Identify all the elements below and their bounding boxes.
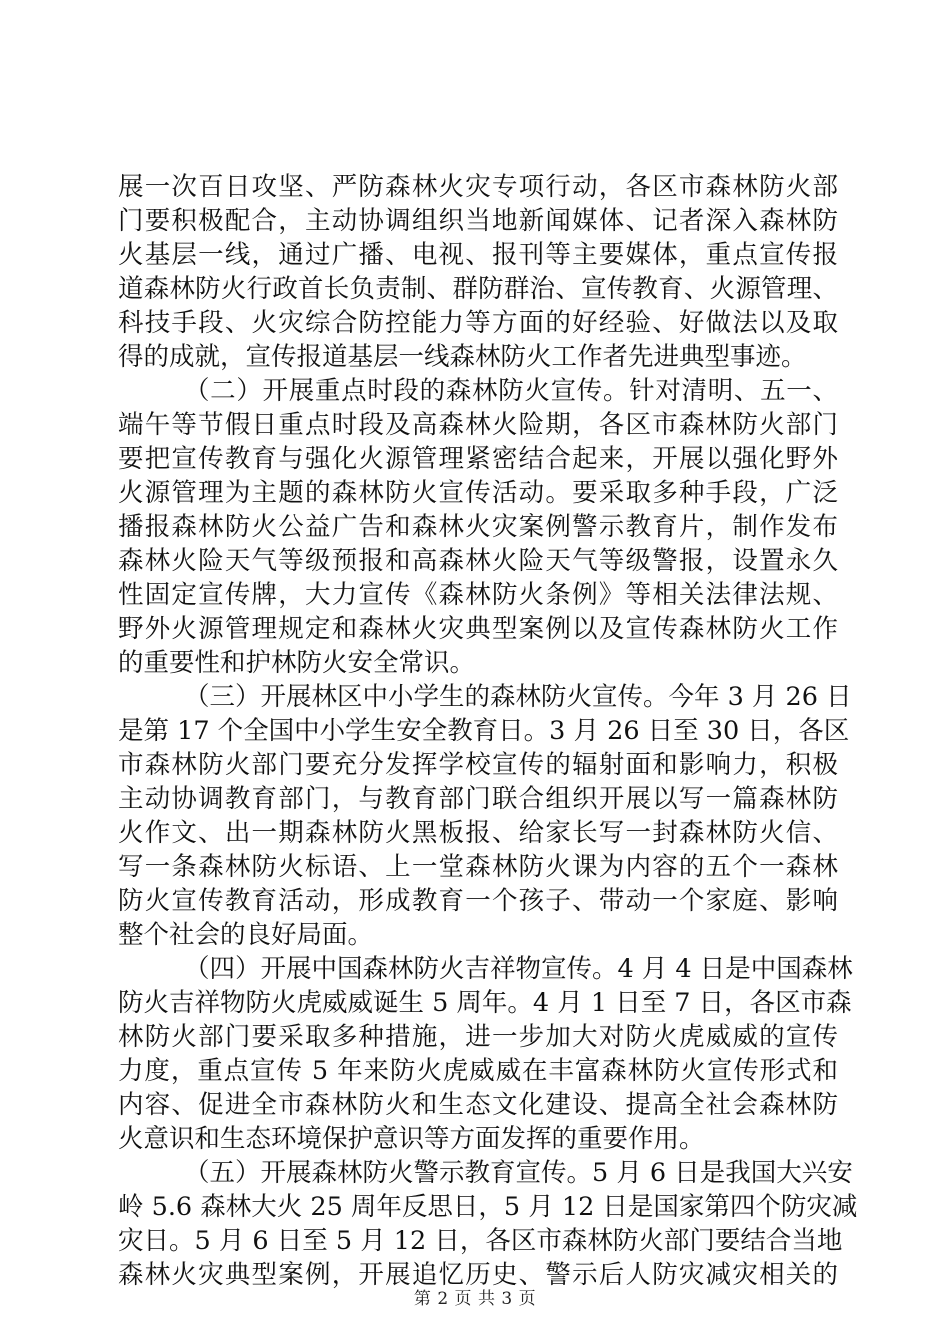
text-line: 主动协调教育部门，与教育部门联合组织开展以写一篇森林防 [118, 784, 838, 814]
text-line: 防火吉祥物防火虎威威诞生 5 周年。4 月 1 日至 7 日，各区市森 [118, 988, 852, 1018]
text-line: 火基层一线，通过广播、电视、报刊等主要媒体，重点宣传报 [118, 240, 838, 270]
text-line: 火意识和生态环境保护意识等方面发挥的重要作用。 [118, 1124, 705, 1154]
text-line: 要把宣传教育与强化火源管理紧密结合起来，开展以强化野外 [118, 444, 838, 474]
text-line: 森林火灾典型案例，开展追忆历史、警示后人防灾减灾相关的 [118, 1260, 838, 1290]
text-line: （五）开展森林防火警示教育宣传。5 月 6 日是我国大兴安 [184, 1158, 853, 1188]
text-line: 性固定宣传牌，大力宣传《森林防火条例》等相关法律法规、 [118, 580, 838, 610]
text-line: 灾日。5 月 6 日至 5 月 12 日，各区市森林防火部门要结合当地 [118, 1226, 843, 1256]
text-line: 森林火险天气等级预报和高森林火险天气等级警报，设置永久 [118, 546, 838, 576]
text-line: 野外火源管理规定和森林火灾典型案例以及宣传森林防火工作 [118, 614, 838, 644]
text-line: 科技手段、火灾综合防控能力等方面的好经验、好做法以及取 [118, 308, 838, 338]
text-line: 火源管理为主题的森林防火宣传活动。要采取多种手段，广泛 [118, 478, 838, 508]
text-line: 防火宣传教育活动，形成教育一个孩子、带动一个家庭、影响 [118, 886, 838, 916]
document-body [118, 170, 858, 1292]
text-line: 林防火部门要采取多种措施，进一步加大对防火虎威威的宣传 [118, 1022, 838, 1052]
text-line: 的重要性和护林防火安全常识。 [118, 648, 476, 678]
text-line: 市森林防火部门要充分发挥学校宣传的辐射面和影响力，积极 [118, 750, 838, 780]
page-footer: 第 2 页 共 3 页 [413, 1289, 537, 1309]
text-line: （二）开展重点时段的森林防火宣传。针对清明、五一、 [184, 376, 838, 406]
text-line: 端午等节假日重点时段及高森林火险期，各区市森林防火部门 [118, 410, 838, 440]
text-line: 播报森林防火公益广告和森林火灾案例警示教育片，制作发布 [118, 512, 838, 542]
text-line: 道森林防火行政首长负责制、群防群治、宣传教育、火源管理、 [118, 274, 838, 304]
text-line: 写一条森林防火标语、上一堂森林防火课为内容的五个一森林 [118, 852, 838, 882]
text-line: （三）开展林区中小学生的森林防火宣传。今年 3 月 26 日 [184, 682, 852, 712]
text-line: 火作文、出一期森林防火黑板报、给家长写一封森林防火信、 [118, 818, 838, 848]
text-line: 整个社会的良好局面。 [118, 920, 374, 950]
text-line: 岭 5.6 森林大火 25 周年反思日，5 月 12 日是国家第四个防灾减 [118, 1192, 858, 1222]
text-line: 展一次百日攻坚、严防森林火灾专项行动，各区市森林防火部 [118, 172, 838, 202]
text-line: 是第 17 个全国中小学生安全教育日。3 月 26 日至 30 日，各区 [118, 716, 850, 746]
text-line: 力度，重点宣传 5 年来防火虎威威在丰富森林防火宣传形式和 [118, 1056, 838, 1086]
text-line: 内容、促进全市森林防火和生态文化建设、提高全社会森林防 [118, 1090, 838, 1120]
text-line: 门要积极配合，主动协调组织当地新闻媒体、记者深入森林防 [118, 206, 838, 236]
text-line: 得的成就，宣传报道基层一线森林防火工作者先进典型事迹。 [118, 342, 807, 372]
text-line: （四）开展中国森林防火吉祥物宣传。4 月 4 日是中国森林 [184, 954, 853, 984]
